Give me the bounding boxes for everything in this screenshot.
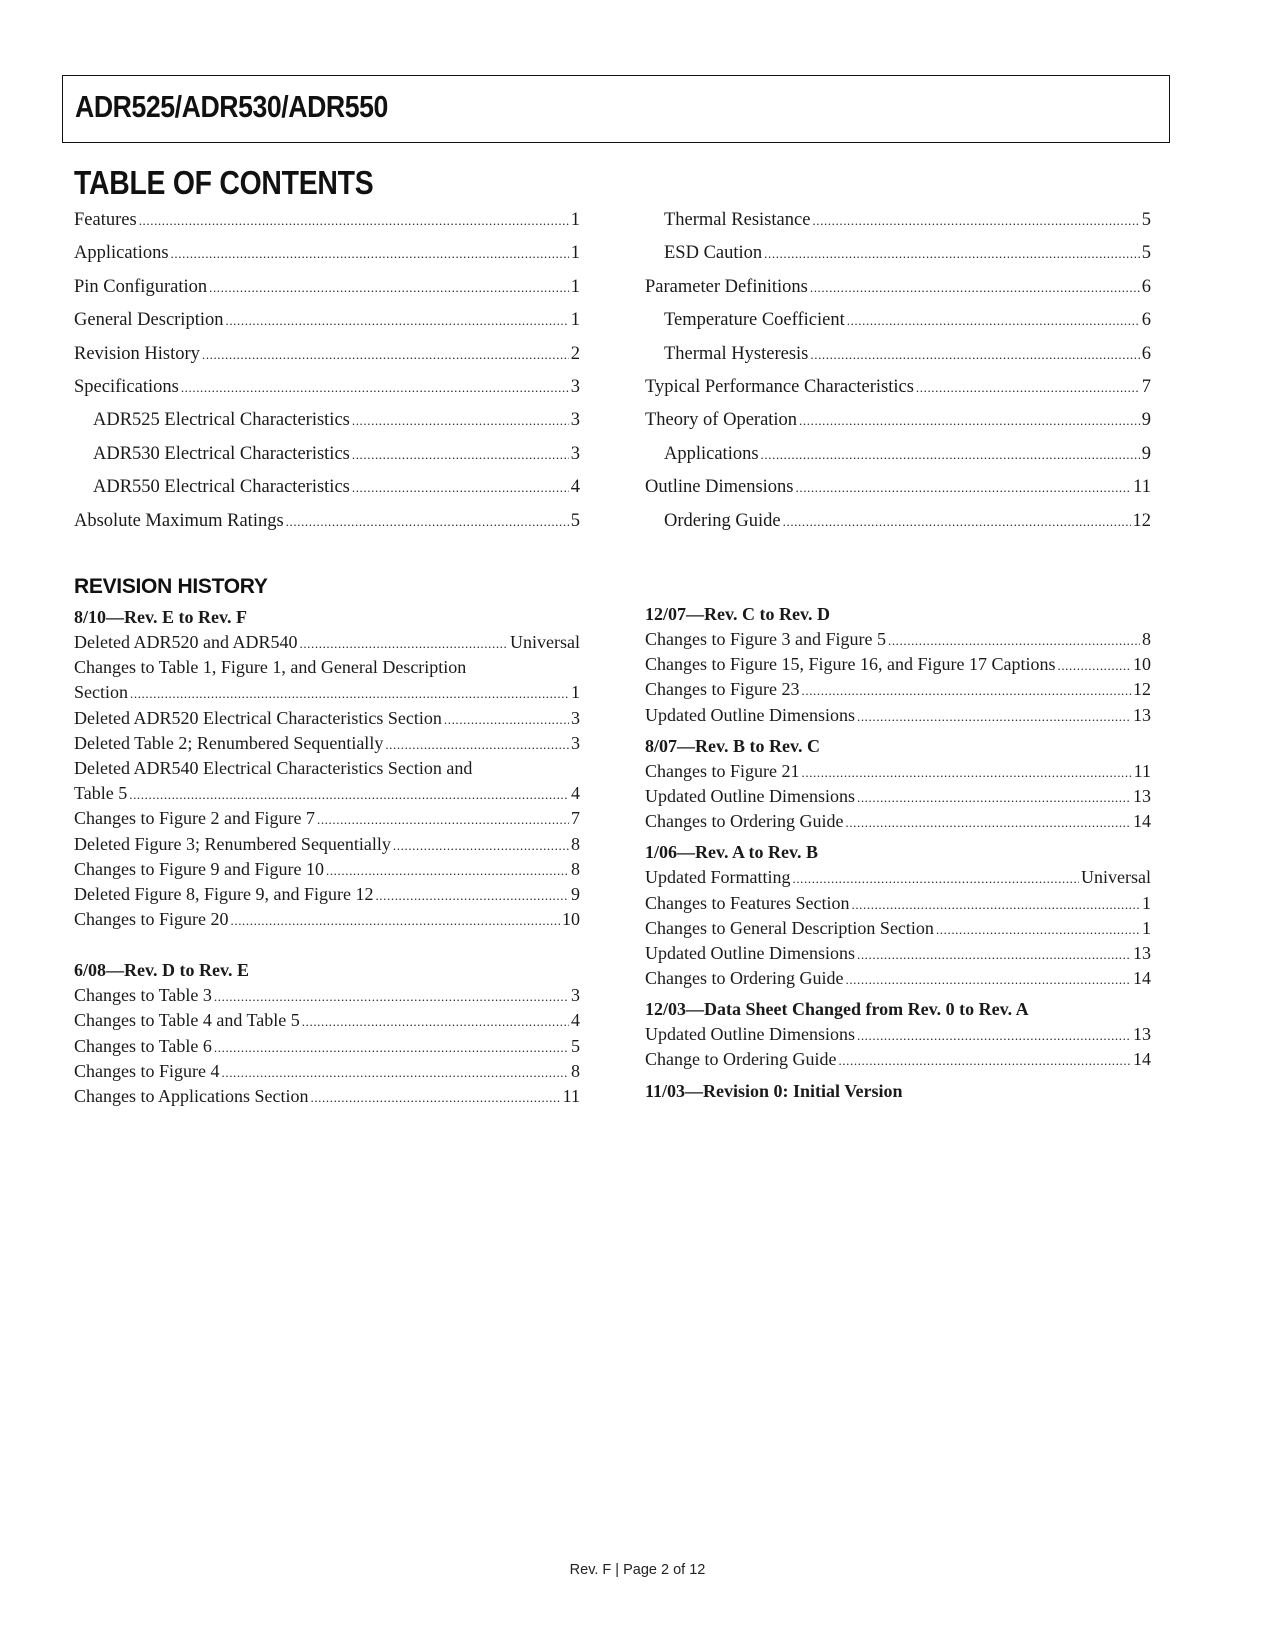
revision-entry bbox=[74, 781, 580, 806]
dot-leader bbox=[792, 866, 1079, 891]
toc-left-column bbox=[74, 204, 580, 538]
toc-entry-label: Applications bbox=[74, 243, 169, 264]
revision-entry-label: Change to Ordering Guide bbox=[645, 1049, 837, 1070]
revision-entry-page: 11 bbox=[1133, 760, 1151, 781]
revision-entry-page: 9 bbox=[571, 883, 580, 904]
revision-right-column bbox=[645, 602, 1151, 1110]
toc-entry[interactable] bbox=[74, 438, 580, 471]
dot-leader bbox=[764, 237, 1140, 270]
dot-leader bbox=[802, 678, 1132, 703]
revision-title: 11/03—Revision 0: Initial Version bbox=[645, 1080, 903, 1101]
toc-entry-page: 1 bbox=[570, 210, 580, 230]
toc-entry[interactable] bbox=[645, 304, 1151, 337]
dot-leader bbox=[857, 704, 1131, 729]
toc-entry-page: 3 bbox=[570, 443, 580, 464]
dot-leader bbox=[214, 1035, 569, 1060]
dot-leader bbox=[847, 304, 1140, 337]
dot-leader bbox=[222, 1060, 570, 1085]
dot-leader bbox=[375, 883, 569, 908]
dot-leader bbox=[171, 237, 569, 270]
toc-entry-label: Theory of Operation bbox=[645, 410, 798, 431]
toc-entry-page: 7 bbox=[1141, 376, 1151, 397]
toc-entry-page: 6 bbox=[1141, 276, 1151, 297]
toc-entry[interactable] bbox=[74, 204, 580, 237]
dot-leader bbox=[799, 404, 1140, 437]
toc-entry[interactable] bbox=[74, 338, 580, 371]
revision-title: 12/07—Rev. C to Rev. D bbox=[645, 604, 830, 624]
revision-entry-page: 8 bbox=[571, 833, 580, 854]
toc-entry[interactable] bbox=[645, 271, 1151, 304]
revision-title: 8/10—Rev. E to Rev. F bbox=[74, 607, 247, 627]
toc-entry-label: Pin Configuration bbox=[74, 276, 208, 297]
toc-entry-page: 2 bbox=[570, 343, 580, 364]
revision-entry-label: Changes to Ordering Guide bbox=[645, 811, 844, 832]
toc-entry[interactable] bbox=[645, 505, 1151, 538]
toc-entry-page: 6 bbox=[1141, 343, 1151, 364]
toc-entry[interactable] bbox=[74, 271, 580, 304]
dot-leader bbox=[310, 1085, 560, 1110]
revision-entry-continuation: Section bbox=[74, 682, 128, 703]
toc-entry-label: Features bbox=[74, 210, 137, 230]
dot-leader bbox=[1057, 653, 1131, 678]
dot-leader bbox=[444, 707, 569, 732]
revision-entry bbox=[74, 907, 580, 932]
revision-entry-label: Changes to Figure 3 and Figure 5 bbox=[645, 629, 886, 649]
revision-entry bbox=[645, 941, 1151, 966]
revision-entry-page: 14 bbox=[1133, 968, 1151, 989]
revision-entry-page: Universal bbox=[1081, 867, 1151, 888]
revision-entry-continuation: Table 5 bbox=[74, 783, 128, 804]
revision-entry bbox=[645, 1047, 1151, 1072]
revision-entry-label: Changes to Figure 9 and Figure 10 bbox=[74, 858, 324, 879]
toc-heading: TABLE OF CONTENTS bbox=[74, 164, 374, 201]
dot-leader bbox=[209, 271, 569, 304]
revision-entry-label: Changes to Table 6 bbox=[74, 1035, 212, 1056]
revision-entry-label: Changes to Table 4 and Table 5 bbox=[74, 1010, 300, 1031]
dot-leader bbox=[302, 1009, 569, 1034]
toc-entry-label: Parameter Definitions bbox=[645, 276, 808, 297]
toc-entry-label: Applications bbox=[664, 443, 759, 464]
toc-entry[interactable] bbox=[645, 204, 1151, 237]
dot-leader bbox=[214, 984, 569, 1009]
dot-leader bbox=[385, 732, 569, 757]
toc-entry-page: 5 bbox=[1141, 210, 1151, 230]
toc-entry-page: 9 bbox=[1141, 410, 1151, 431]
revision-history-heading: REVISION HISTORY bbox=[74, 575, 268, 598]
toc-entry-page: 4 bbox=[570, 477, 580, 498]
dot-leader bbox=[761, 438, 1140, 471]
toc-entry[interactable] bbox=[645, 371, 1151, 404]
toc-entry-label: Specifications bbox=[74, 376, 179, 397]
toc-entry-label: ADR530 Electrical Characteristics bbox=[93, 443, 350, 464]
dot-leader bbox=[802, 760, 1132, 785]
dot-leader bbox=[810, 338, 1139, 371]
revision-title: 1/06—Rev. A to Rev. B bbox=[645, 842, 819, 863]
revision-entry bbox=[645, 966, 1151, 991]
revision-entry-page: 4 bbox=[571, 783, 580, 804]
dot-leader bbox=[888, 628, 1140, 653]
toc-entry[interactable] bbox=[645, 471, 1151, 504]
dot-leader bbox=[352, 404, 569, 437]
dot-leader bbox=[139, 204, 569, 237]
revision-group bbox=[645, 602, 1151, 728]
revision-entry-label: Deleted Table 2; Renumbered Sequentially bbox=[74, 732, 384, 753]
revision-entry-page: 13 bbox=[1133, 1024, 1151, 1045]
revision-entry bbox=[74, 1034, 580, 1059]
revision-entry-page: 3 bbox=[571, 985, 580, 1006]
toc-entry-page: 5 bbox=[1141, 243, 1151, 264]
revision-entry-page: 14 bbox=[1133, 811, 1151, 832]
toc-entry[interactable] bbox=[74, 404, 580, 437]
toc-entry-label: Temperature Coefficient bbox=[664, 310, 845, 331]
revision-entry-label: Changes to Figure 20 bbox=[74, 909, 229, 930]
dot-leader bbox=[181, 371, 569, 404]
revision-entry bbox=[74, 1008, 580, 1033]
revision-entry-label: Changes to Figure 21 bbox=[645, 760, 800, 781]
revision-entry bbox=[645, 703, 1151, 728]
revision-entry-label: Deleted ADR520 Electrical Characteristics Section bbox=[74, 707, 442, 728]
toc-entry[interactable] bbox=[645, 404, 1151, 437]
toc-entry-label: Ordering Guide bbox=[664, 510, 781, 531]
toc-entry-page: 1 bbox=[570, 276, 580, 297]
revision-group bbox=[645, 840, 1151, 991]
revision-group bbox=[645, 734, 1151, 835]
toc-entry-label: Outline Dimensions bbox=[645, 477, 794, 498]
revision-entry-label: Updated Outline Dimensions bbox=[645, 1024, 855, 1045]
dot-leader bbox=[393, 833, 569, 858]
revision-entry-label: Changes to Figure 2 and Figure 7 bbox=[74, 808, 315, 829]
toc-entry-label: Revision History bbox=[74, 343, 200, 364]
dot-leader bbox=[857, 942, 1131, 967]
revision-entry-label: Changes to Figure 23 bbox=[645, 679, 800, 700]
revision-entry bbox=[645, 784, 1151, 809]
dot-leader bbox=[326, 858, 569, 883]
toc-entry-label: ADR550 Electrical Characteristics bbox=[93, 477, 350, 498]
toc-entry-label: Thermal Resistance bbox=[664, 210, 811, 230]
dot-leader bbox=[783, 505, 1131, 538]
revision-entry bbox=[74, 706, 580, 731]
toc-entry-label: Typical Performance Characteristics bbox=[645, 376, 914, 397]
revision-entry-page: 10 bbox=[562, 909, 580, 930]
revision-entry-page: 4 bbox=[571, 1010, 580, 1031]
dot-leader bbox=[857, 1023, 1131, 1048]
dot-leader bbox=[857, 785, 1131, 810]
revision-entry bbox=[645, 891, 1151, 916]
dot-leader bbox=[845, 810, 1131, 835]
toc-entry[interactable] bbox=[645, 438, 1151, 471]
toc-entry[interactable] bbox=[645, 338, 1151, 371]
toc-entry-label: ADR525 Electrical Characteristics bbox=[93, 410, 350, 431]
toc-entry-page: 3 bbox=[570, 376, 580, 397]
toc-entry-page: 1 bbox=[570, 310, 580, 331]
revision-entry-page: 12 bbox=[1133, 679, 1151, 700]
revision-entry-page: 8 bbox=[571, 858, 580, 879]
dot-leader bbox=[796, 471, 1132, 504]
revision-entry bbox=[645, 652, 1151, 677]
toc-entry-page: 5 bbox=[570, 510, 580, 531]
revision-group bbox=[74, 605, 580, 932]
toc-right-column bbox=[645, 204, 1151, 538]
revision-entry bbox=[74, 731, 580, 756]
revision-left-column bbox=[74, 605, 580, 1115]
revision-entry bbox=[645, 916, 1151, 941]
revision-entry-page: 1 bbox=[1142, 917, 1151, 938]
revision-entry bbox=[74, 983, 580, 1008]
revision-entry-page: 11 bbox=[562, 1086, 580, 1106]
toc-entry[interactable] bbox=[645, 237, 1151, 270]
dot-leader bbox=[130, 681, 569, 706]
dot-leader bbox=[845, 967, 1131, 992]
revision-entry-page: 13 bbox=[1133, 704, 1151, 725]
revision-entry-page: 8 bbox=[571, 1060, 580, 1081]
toc-entry[interactable] bbox=[74, 471, 580, 504]
revision-entry-label: Deleted ADR540 Electrical Characteristics Section and bbox=[74, 757, 473, 778]
revision-title: 8/07—Rev. B to Rev. C bbox=[645, 735, 820, 756]
dot-leader bbox=[317, 807, 569, 832]
revision-entry bbox=[645, 677, 1151, 702]
revision-entry bbox=[74, 806, 580, 831]
revision-entry bbox=[74, 882, 580, 907]
revision-entry-page: 5 bbox=[571, 1035, 580, 1056]
toc-entry-page: 6 bbox=[1141, 310, 1151, 331]
revision-entry bbox=[74, 1084, 580, 1109]
revision-entry-label: Updated Outline Dimensions bbox=[645, 785, 855, 806]
revision-entry-label: Changes to General Description Section bbox=[645, 917, 934, 938]
revision-entry-page: 10 bbox=[1133, 654, 1151, 675]
dot-leader bbox=[352, 438, 569, 471]
dot-leader bbox=[225, 304, 568, 337]
toc-entry-page: 9 bbox=[1141, 443, 1151, 464]
revision-entry-page: 1 bbox=[571, 682, 580, 703]
toc-entry-label: Absolute Maximum Ratings bbox=[74, 510, 284, 531]
revision-group bbox=[645, 1079, 1151, 1104]
revision-group bbox=[74, 958, 580, 1109]
revision-entry bbox=[74, 630, 580, 655]
toc-entry-label: ESD Caution bbox=[664, 243, 763, 264]
toc-entry[interactable] bbox=[74, 371, 580, 404]
dot-leader bbox=[810, 271, 1140, 304]
revision-title: 6/08—Rev. D to Rev. E bbox=[74, 960, 249, 981]
revision-entry-label: Changes to Features Section bbox=[645, 892, 850, 913]
revision-entry-label: Deleted Figure 3; Renumbered Sequentially bbox=[74, 833, 391, 854]
dot-leader bbox=[916, 371, 1140, 404]
revision-entry bbox=[74, 680, 580, 705]
revision-entry-label: Deleted ADR520 and ADR540 bbox=[74, 632, 298, 652]
revision-entry-page: 3 bbox=[571, 732, 580, 753]
revision-group bbox=[645, 997, 1151, 1072]
revision-entry-page: 13 bbox=[1133, 942, 1151, 963]
toc-entry-page: 11 bbox=[1133, 477, 1151, 498]
revision-entry-label: Changes to Ordering Guide bbox=[645, 968, 844, 989]
revision-entry bbox=[74, 1059, 580, 1084]
revision-entry-label: Changes to Figure 15, Figure 16, and Figure 17 Captions bbox=[645, 654, 1056, 675]
revision-entry-label: Updated Outline Dimensions bbox=[645, 942, 855, 963]
dot-leader bbox=[299, 631, 508, 656]
revision-entry-label: Changes to Table 1, Figure 1, and General Description bbox=[74, 657, 467, 678]
revision-entry-label: Updated Outline Dimensions bbox=[645, 704, 855, 725]
dot-leader bbox=[231, 908, 561, 933]
toc-entry-label: Thermal Hysteresis bbox=[664, 343, 809, 364]
revision-entry bbox=[74, 857, 580, 882]
revision-entry bbox=[645, 865, 1151, 890]
revision-entry-page: Universal bbox=[510, 632, 580, 652]
revision-entry-label: Changes to Applications Section bbox=[74, 1086, 309, 1106]
toc-entry-page: 1 bbox=[570, 243, 580, 264]
page-footer: Rev. F | Page 2 of 12 bbox=[569, 1562, 706, 1578]
revision-entry-label: Changes to Figure 4 bbox=[74, 1060, 220, 1081]
dot-leader bbox=[936, 917, 1140, 942]
toc-entry[interactable] bbox=[74, 237, 580, 270]
revision-entry bbox=[645, 627, 1151, 652]
toc-entry-page: 12 bbox=[1132, 510, 1151, 531]
dot-leader bbox=[202, 338, 569, 371]
revision-entry bbox=[645, 809, 1151, 834]
revision-entry bbox=[645, 1022, 1151, 1047]
revision-entry bbox=[645, 759, 1151, 784]
toc-entry[interactable] bbox=[74, 505, 580, 538]
revision-entry-label: Updated Formatting bbox=[645, 867, 791, 888]
revision-entry-label: Deleted Figure 8, Figure 9, and Figure 12 bbox=[74, 883, 374, 904]
revision-entry-page: 8 bbox=[1142, 629, 1151, 649]
revision-entry-page: 13 bbox=[1133, 785, 1151, 806]
dot-leader bbox=[851, 892, 1140, 917]
revision-entry-page: 14 bbox=[1133, 1049, 1151, 1070]
revision-entry-label: Changes to Table 3 bbox=[74, 985, 212, 1006]
revision-entry-page: 1 bbox=[1142, 892, 1151, 913]
dot-leader bbox=[352, 471, 569, 504]
dot-leader bbox=[812, 204, 1139, 237]
toc-entry-page: 3 bbox=[570, 410, 580, 431]
revision-entry-page: 3 bbox=[571, 707, 580, 728]
document-title: ADR525/ADR530/ADR550 bbox=[75, 89, 388, 124]
revision-entry bbox=[74, 832, 580, 857]
toc-entry-label: General Description bbox=[74, 310, 224, 331]
dot-leader bbox=[838, 1048, 1131, 1073]
dot-leader bbox=[286, 505, 569, 538]
toc-entry[interactable] bbox=[74, 304, 580, 337]
revision-title: 12/03—Data Sheet Changed from Rev. 0 to Rev. A bbox=[645, 999, 1029, 1020]
dot-leader bbox=[129, 782, 569, 807]
header-box bbox=[62, 75, 1170, 143]
revision-entry-page: 7 bbox=[571, 808, 580, 829]
